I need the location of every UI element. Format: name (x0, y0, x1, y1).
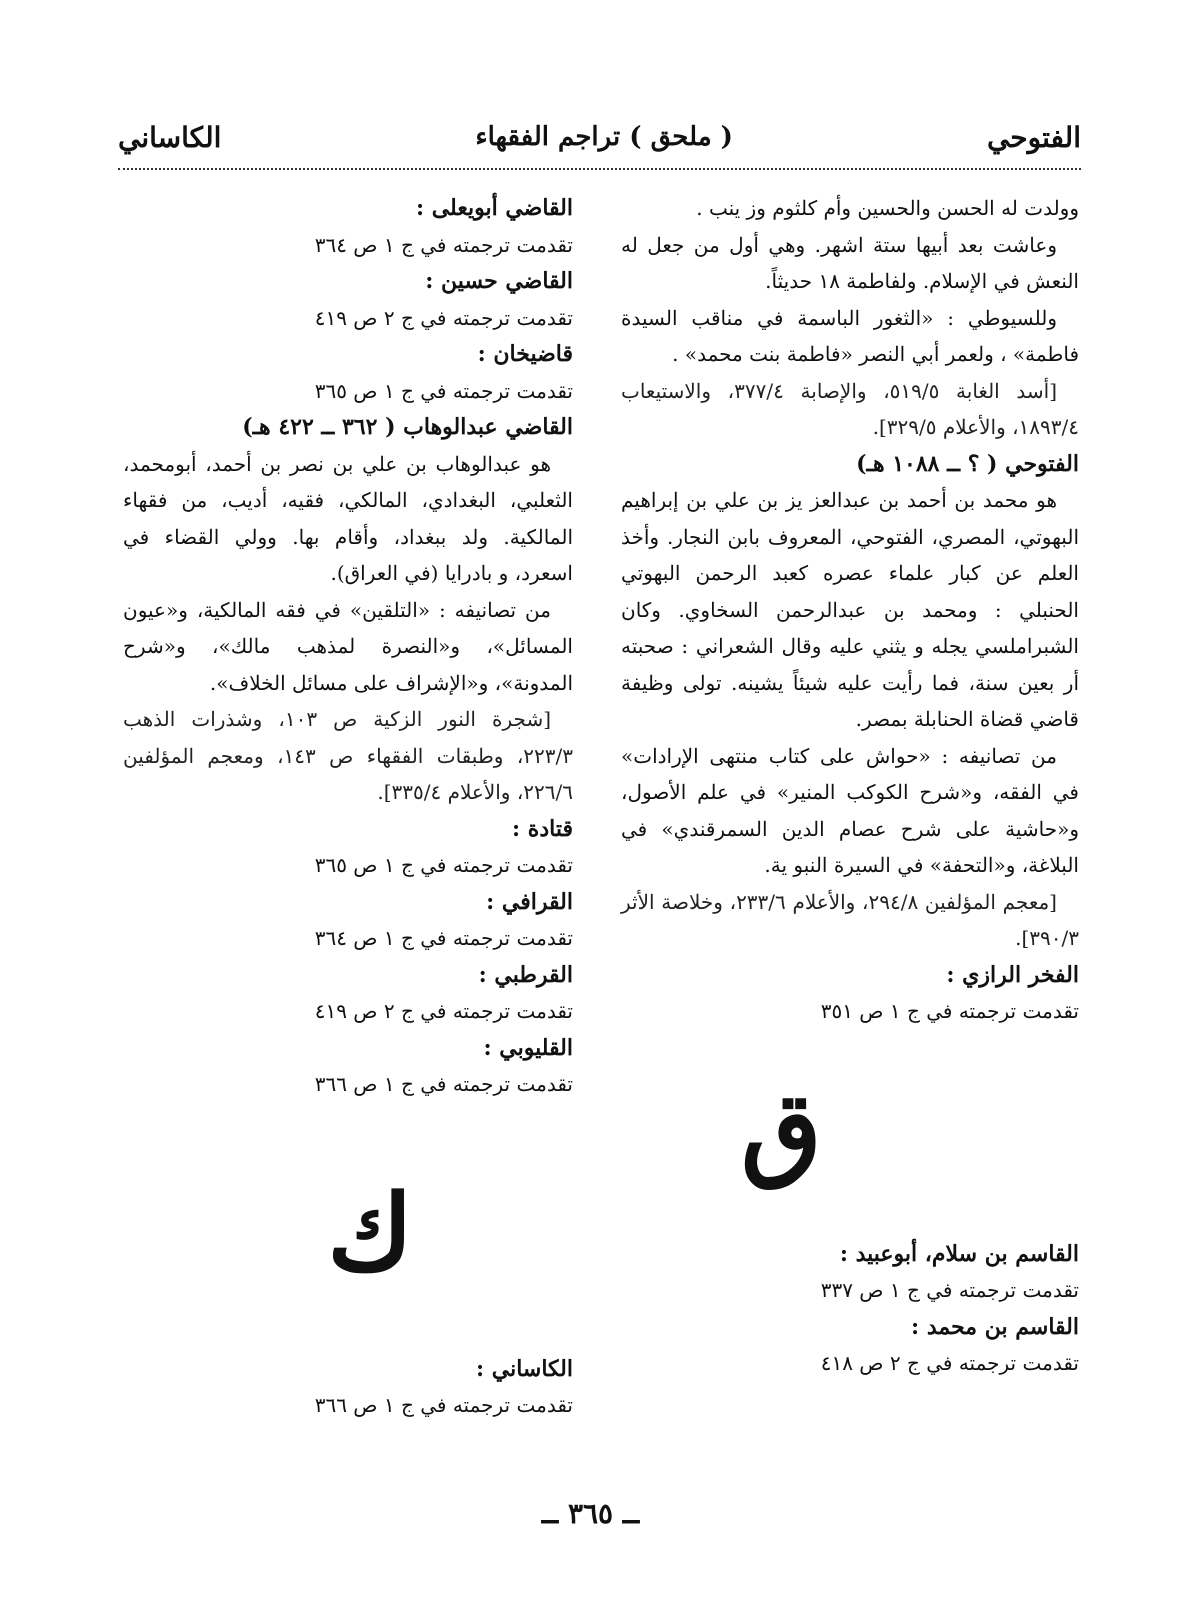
entry-heading: القليوبي : (483, 1034, 573, 1061)
entry-heading: قاضيخان : (477, 341, 573, 367)
section-letter-kaf: ك (327, 1170, 413, 1294)
header-left-entry: الكاساني (118, 120, 222, 154)
entry-paragraph: هو محمد بن أحمد بن عبدالعز يز بن علي بن إبراهيم البهوتي، المصري، الفتوحي، المعروف بابن النجار. وأخذ العلم عن كبار علماء عصره كعبد الرحمن البهوتي الحنبلي : ومحمد بن عبدالرحمن السخاوي. وكان الشبراملسي يجله و يثني عليه وقال الشعراني : صحبته أر بعين سنة، فما رأيت عليه شيئاً يشينه. تولى وظيفة قاضي قضاة الحنابلة بمصر. (621, 488, 1079, 731)
left-column (123, 190, 573, 1424)
entry-heading: القاضي عبدالوهاب ( ٣٦٢ ــ ٤٢٢ هـ) (242, 414, 573, 440)
entry-paragraph: من تصانيفه : «حواش على كتاب منتهى الإرادات» في الفقه، و«شرح الكوكب المنير» في علم الأصول، و«حاشية على شرح عصام الدين السمرقندي» في البلاغة، و«التحفة» في السيرة النبو ية. (621, 743, 1079, 877)
cross-reference: تقدمت ترجمته في ج ٢ ص ٤١٩ (314, 999, 573, 1023)
entry-heading: القاضي حسين : (425, 268, 573, 294)
entry-heading: الفخر الرازي : (946, 961, 1079, 988)
cross-reference: تقدمت ترجمته في ج ١ ص ٣٦٤ (314, 926, 573, 950)
right-column (621, 190, 1079, 1382)
cross-reference: تقدمت ترجمته في ج ٢ ص ٤١٩ (314, 305, 573, 330)
cross-reference: تقدمت ترجمته في ج ١ ص ٣٦٤ (314, 232, 573, 257)
cross-reference: تقدمت ترجمته في ج ١ ص ٣٣٧ (820, 1278, 1079, 1302)
entry-heading: قتادة : (512, 815, 573, 842)
cross-reference: تقدمت ترجمته في ج ٢ ص ٤١٨ (820, 1351, 1079, 1375)
entry-paragraph: وللسيوطي : «الثغور الباسمة في مناقب السيدة فاطمة» ، ولعمر أبي النصر «فاطمة بنت محمد» . (621, 305, 1079, 366)
cross-reference: تقدمت ترجمته في ج ١ ص ٣٦٦ (314, 1072, 573, 1096)
entry-heading: الفتوحي ( ؟ ــ ١٠٨٨ هـ) (856, 450, 1079, 477)
section-letter-qaf: ق (741, 1067, 822, 1191)
reference-paragraph: [شجرة النور الزكية ص ١٠٣، وشذرات الذهب ٢٢٣/٣، وطبقات الفقهاء ص ١٤٣، ومعجم المؤلفين ٢٢٦/٦، والأعلام ٣٣٥/٤]. (123, 707, 573, 804)
entry-heading: القاضي أبويعلى : (415, 195, 573, 221)
entry-heading: القاسم بن سلام، أبوعبيد : (839, 1240, 1079, 1267)
running-header (118, 112, 1081, 170)
reference-paragraph: [معجم المؤلفين ٢٩٤/٨، والأعلام ٢٣٣/٦، وخلاصة الأثر ٣٩٠/٣]. (621, 889, 1079, 950)
entry-paragraph: وولدت له الحسن والحسين وأم كلثوم وز ينب . (696, 196, 1079, 220)
cross-reference: تقدمت ترجمته في ج ١ ص ٣٦٥ (314, 853, 573, 877)
entry-paragraph: من تصانيفه : «التلقين» في فقه المالكية، و«عيون المسائل»، و«النصرة لمذهب مالك»، و«شرح المدونة»، و«الإشراف على مسائل الخلاف». (123, 597, 573, 695)
entry-heading: القاسم بن محمد : (911, 1313, 1079, 1340)
entry-paragraph: هو عبدالوهاب بن علي بن نصر بن أحمد، أبومحمد، الثعلبي، البغدادي، المالكي، فقيه، أديب، من فقهاء المالكية. ولد ببغداد، وأقام بها. وولي القضاء في اسعرد، و بادرايا (في العراق). (123, 451, 573, 585)
page-number: ــ ٣٦٥ ــ (541, 1497, 640, 1530)
entry-heading: القرافي : (486, 888, 573, 915)
entry-heading: الكاساني : (475, 1355, 573, 1382)
entry-paragraph: وعاشت بعد أبيها ستة اشهر. وهي أول من جعل له النعش في الإسلام. ولفاطمة ١٨ حديثاً. (621, 232, 1079, 293)
reference-paragraph: [أسد الغابة ٥١٩/٥، والإصابة ٣٧٧/٤، والاستيعاب ١٨٩٣/٤، والأعلام ٣٢٩/٥]. (621, 378, 1079, 439)
cross-reference: تقدمت ترجمته في ج ١ ص ٣٦٥ (314, 378, 573, 403)
cross-reference: تقدمت ترجمته في ج ١ ص ٣٦٦ (314, 1393, 573, 1417)
header-title: ( ملحق ) تراجم الفقهاء (475, 122, 733, 152)
entry-heading: القرطبي : (478, 961, 573, 988)
cross-reference: تقدمت ترجمته في ج ١ ص ٣٥١ (820, 999, 1079, 1023)
header-right-entry: الفتوحي (986, 120, 1081, 154)
